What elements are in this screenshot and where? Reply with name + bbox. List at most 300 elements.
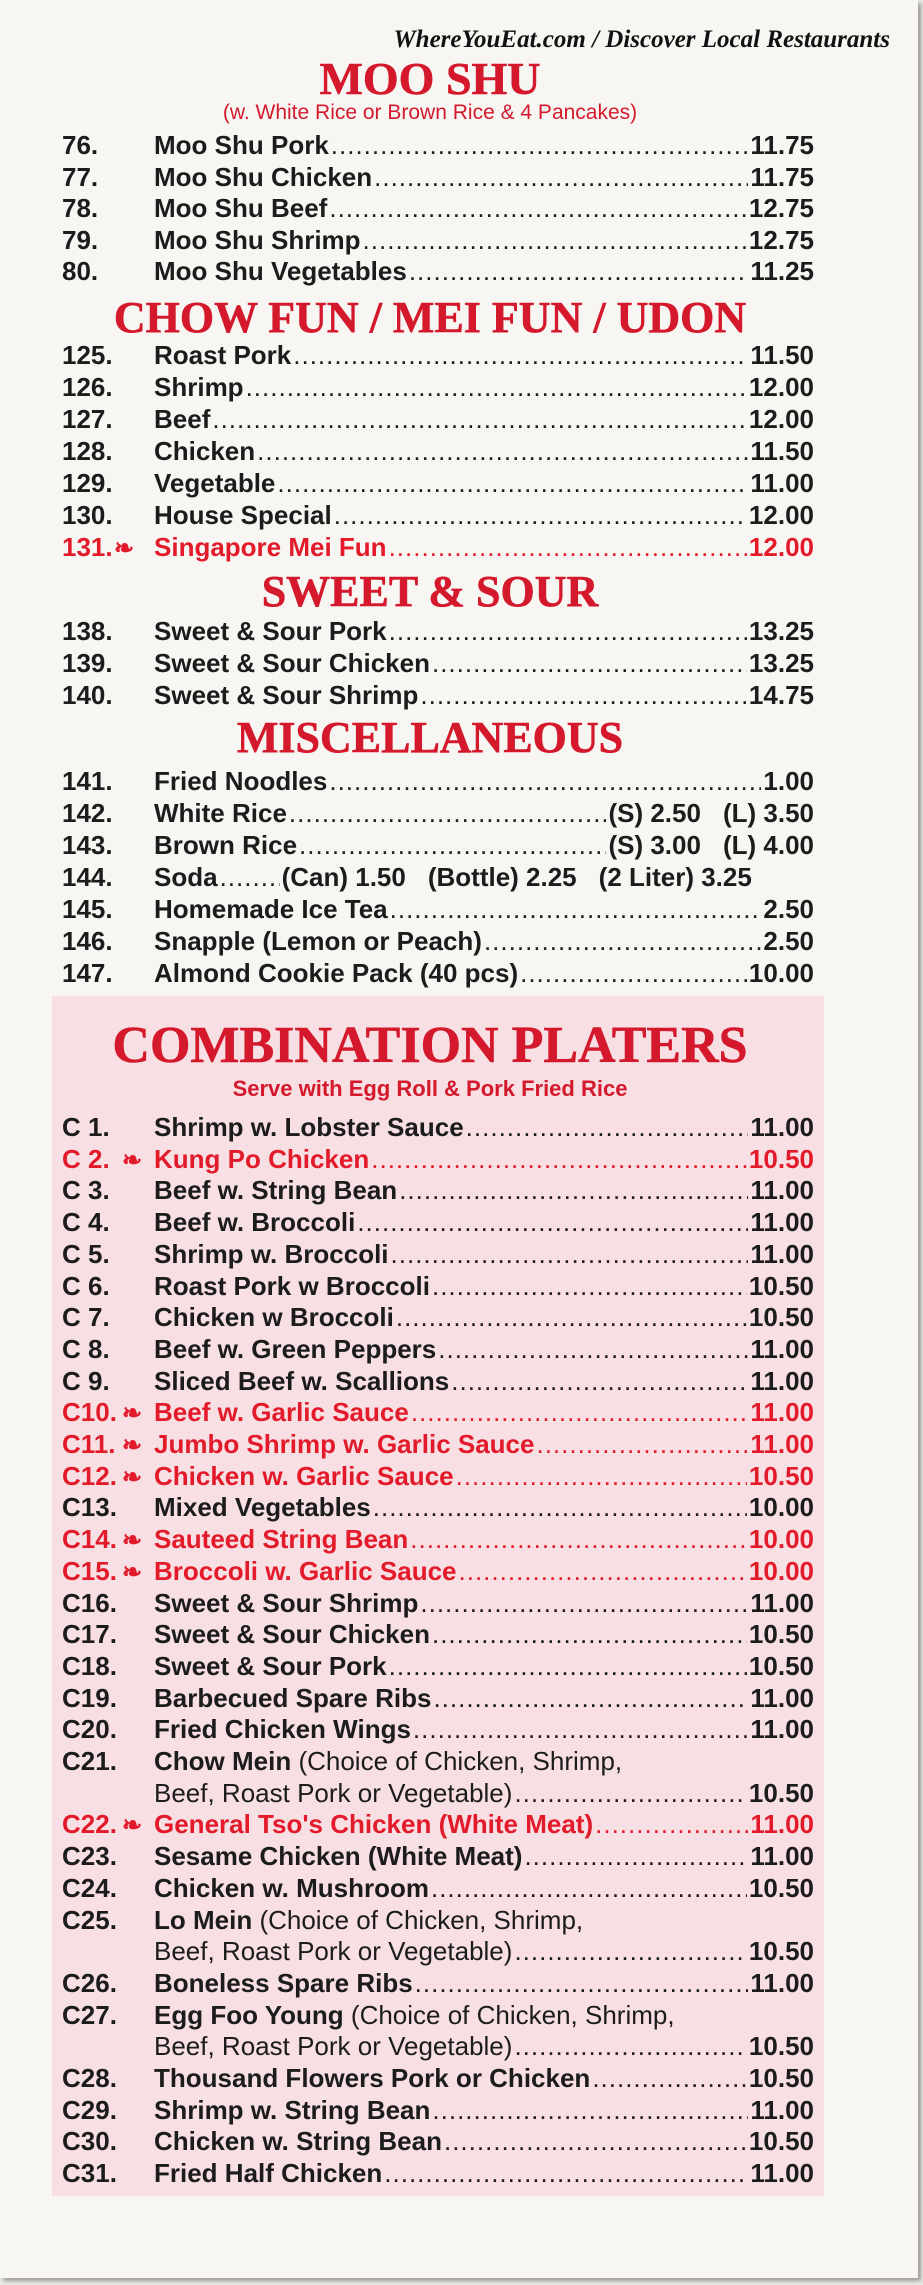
item-name-text: Chicken w Broccoli	[154, 1302, 394, 1333]
menu-item	[62, 193, 814, 225]
item-name	[154, 680, 418, 711]
item-price: 10.50	[748, 2126, 814, 2157]
item-price: 10.50	[748, 2031, 814, 2062]
item-name	[154, 1714, 411, 1745]
item-price: 11.75	[750, 130, 814, 160]
combo-item	[62, 1175, 814, 1207]
item-name-text: Beef w. String Bean	[154, 1175, 398, 1206]
item-name-text: General Tso's Chicken (White Meat)	[154, 1809, 594, 1840]
item-name	[154, 616, 387, 647]
item-name-text: Mixed Vegetables	[154, 1492, 371, 1523]
menu-item: 143. Brown Rice ..... (S) 3.00 (L) 4.00	[62, 830, 814, 862]
leader-dots	[524, 1841, 748, 1872]
menu-item: 142. White Rice ..... (S) 2.50 (L) 3.50	[62, 798, 814, 830]
item-name-text: Chicken w. Mushroom	[154, 1872, 429, 1903]
item-number: C 4.	[62, 1207, 110, 1238]
item-name	[154, 1239, 389, 1270]
item-price: 11.00	[750, 1967, 814, 1998]
item-number: C19.	[62, 1682, 117, 1713]
item-price: 11.00	[750, 1809, 814, 1840]
combo-item-continued	[62, 2031, 814, 2063]
combo-item-continued	[62, 1778, 814, 1810]
item-note-continued: Beef, Roast Pork or Vegetable)	[154, 1777, 513, 1808]
item-name-text: Sweet & Sour Shrimp	[154, 680, 419, 710]
item-name-text: Fried Half Chicken	[154, 2158, 383, 2189]
chili-pepper-icon: ❧	[122, 1432, 143, 1459]
leader-dots	[329, 193, 747, 224]
item-price: 11.00	[750, 1365, 814, 1396]
combo-item	[62, 1873, 814, 1905]
item-price: 10.50	[748, 1777, 814, 1808]
item-note-continued: Beef, Roast Pork or Vegetable)	[154, 2031, 513, 2062]
item-name	[154, 500, 332, 531]
leader-dots	[391, 1239, 749, 1270]
item-name-text: Broccoli w. Garlic Sauce	[154, 1555, 457, 1586]
combo-item	[62, 2126, 814, 2158]
leader-dots	[410, 1524, 747, 1555]
item-price: 10.50	[748, 1143, 814, 1174]
item-number: 78.	[62, 193, 99, 223]
item-name-text: Jumbo Shrimp w. Garlic Sauce	[154, 1429, 535, 1459]
item-name	[154, 1429, 534, 1460]
item-number: C23.	[62, 1841, 117, 1872]
combo-item	[62, 1239, 814, 1271]
leader-dots	[514, 2031, 746, 2062]
item-name-text: Sweet & Sour Chicken	[154, 648, 430, 678]
leader-dots	[373, 1492, 747, 1523]
item-name-text: Barbecued Spare Ribs	[154, 1682, 432, 1713]
item-price: 11.00	[750, 1175, 814, 1206]
item-price: 11.00	[750, 1682, 814, 1713]
leader-dots	[444, 2126, 747, 2157]
item-price: 10.50	[748, 2063, 814, 2093]
item-number: 126.	[62, 372, 113, 402]
leader-dots	[384, 2158, 748, 2189]
item-name	[154, 1271, 430, 1302]
leader-dots	[246, 372, 747, 403]
item-price: 11.75	[750, 161, 814, 192]
item-name-text: Egg Foo Young	[154, 1999, 344, 2030]
leader-dots	[420, 1588, 748, 1619]
item-number: C 7.	[62, 1302, 110, 1333]
item-number: 131.	[62, 532, 113, 562]
leader-dots	[363, 225, 747, 256]
item-number: C27.	[62, 1999, 117, 2030]
leader-dots	[432, 1619, 747, 1650]
combo-item	[62, 1651, 814, 1683]
combo-item	[62, 1492, 814, 1524]
item-name-text: Beef w. Broccoli	[154, 1207, 356, 1238]
combo-item	[62, 1302, 814, 1334]
section-title-combination: COMBINATION PLATERS	[112, 1017, 748, 1074]
item-name-text: Shrimp w. Broccoli	[154, 1238, 389, 1269]
item-name-text: Beef w. Garlic Sauce	[154, 1397, 409, 1428]
item-number: C 2.	[62, 1143, 110, 1174]
menu-item	[62, 404, 814, 436]
item-price: 10.00	[748, 1492, 814, 1523]
leader-dots	[389, 1651, 747, 1682]
item-number: C29.	[62, 2094, 117, 2125]
item-price: 14.75	[748, 680, 814, 710]
combo-item	[62, 1207, 814, 1239]
item-name	[154, 1175, 397, 1206]
item-name-text: Sliced Beef w. Scallions	[154, 1365, 450, 1396]
item-name-text: Shrimp w. Lobster Sauce	[154, 1112, 464, 1142]
item-name-text: Fried Chicken Wings	[154, 1714, 411, 1745]
item-number: 79.	[62, 224, 99, 255]
item-number: 139.	[62, 648, 113, 678]
section-title-sweet-sour: SWEET & SOUR	[261, 567, 599, 616]
item-price: 13.25	[748, 648, 814, 678]
item-number: 130.	[62, 500, 113, 530]
item-price: 10.50	[748, 1936, 814, 1967]
item-number: C 1.	[62, 1112, 110, 1142]
leader-dots	[293, 340, 748, 371]
item-number: 129.	[62, 468, 113, 498]
item-note: (Choice of Chicken, Shrimp,	[350, 1999, 675, 2030]
item-price: 13.25	[748, 616, 814, 646]
item-price: 12.00	[748, 372, 814, 402]
leader-dots	[592, 2063, 747, 2094]
leader-dots	[413, 1714, 748, 1745]
item-name	[154, 1144, 369, 1175]
combo-item	[62, 1144, 814, 1176]
item-price: 11.00	[750, 1333, 814, 1364]
item-name-text: Roast Pork w Broccoli	[154, 1270, 430, 1301]
item-note: (Choice of Chicken, Shrimp,	[259, 1904, 584, 1935]
item-name-text: Sweet & Sour Pork	[154, 1650, 387, 1681]
menu-item	[62, 532, 814, 564]
leader-dots	[331, 130, 749, 161]
item-name	[154, 372, 244, 403]
chili-pepper-icon: ❧	[122, 1400, 143, 1428]
item-price: 11.00	[750, 1112, 814, 1142]
item-price: 11.50	[750, 436, 814, 466]
item-price: 10.00	[748, 1555, 814, 1586]
leader-dots	[514, 1936, 746, 1967]
leader-dots	[431, 1873, 747, 1904]
item-price: 10.50	[748, 1650, 814, 1681]
item-name	[154, 1905, 583, 1936]
item-name	[154, 1746, 622, 1777]
item-name-text: Moo Shu Shrimp	[154, 224, 361, 255]
item-name	[154, 1619, 430, 1650]
item-price: 11.50	[750, 340, 814, 370]
item-price: 11.00	[750, 2158, 814, 2189]
item-name-text: House Special	[154, 500, 332, 530]
item-name-text: Sweet & Sour Shrimp	[154, 1587, 419, 1618]
leader-dots	[432, 648, 747, 679]
item-number: C25.	[62, 1904, 117, 1935]
site-watermark: WhereYouEat.com / Discover Local Restaurants	[393, 26, 890, 53]
combo-item	[62, 1809, 814, 1841]
item-number: 77.	[62, 161, 99, 192]
menu-item	[62, 372, 814, 404]
item-name-text: Sweet & Sour Pork	[154, 616, 387, 646]
item-number: C30.	[62, 2126, 117, 2157]
leader-dots	[536, 1429, 748, 1460]
item-name	[154, 1302, 394, 1333]
item-name	[154, 1873, 429, 1904]
item-name	[154, 1397, 409, 1428]
combo-item	[62, 1112, 814, 1144]
item-number: C31.	[62, 2158, 117, 2189]
leader-dots	[438, 1334, 748, 1365]
menu-item	[62, 340, 814, 372]
item-number: C20.	[62, 1714, 117, 1745]
combo-item-continued	[62, 1936, 814, 1968]
section-subtitle-moo-shu: (w. White Rice or Brown Rice & 4 Pancakes)	[222, 101, 638, 124]
leader-dots	[432, 1271, 747, 1302]
chili-pepper-icon: ❧	[122, 1463, 143, 1491]
item-number: 127.	[62, 404, 113, 434]
item-price: 10.50	[748, 1460, 814, 1491]
leader-dots	[415, 1968, 749, 1999]
combo-item	[62, 1588, 814, 1620]
chili-pepper-icon: ❧	[122, 1812, 143, 1840]
item-number: C28.	[62, 2063, 117, 2093]
item-name	[154, 1683, 431, 1714]
item-name-text: Boneless Spare Ribs	[154, 1967, 413, 1998]
item-price: 11.00	[750, 1841, 814, 1872]
item-price: 11.00	[750, 1429, 814, 1459]
item-number: C24.	[62, 1872, 117, 1903]
item-name	[154, 404, 210, 435]
combo-item	[62, 2000, 814, 2032]
item-number: C18.	[62, 1650, 117, 1681]
item-name-text: Moo Shu Pork	[154, 130, 329, 160]
leader-dots	[466, 1112, 749, 1143]
item-name-text: Roast Pork	[154, 340, 292, 370]
item-number: C 8.	[62, 1333, 110, 1364]
item-note-continued: Beef, Roast Pork or Vegetable)	[154, 1936, 513, 1967]
item-price: 11.00	[750, 1397, 814, 1428]
combo-item	[62, 1841, 814, 1873]
item-number: 138.	[62, 616, 113, 646]
item-price: 10.50	[748, 1872, 814, 1903]
item-number: C13.	[62, 1492, 117, 1523]
item-name	[154, 2000, 675, 2031]
item-name	[154, 340, 291, 371]
leader-dots	[595, 1809, 748, 1840]
item-name-text: Sweet & Sour Chicken	[154, 1619, 430, 1650]
item-price: 11.00	[750, 2094, 814, 2125]
item-name	[154, 1968, 413, 1999]
item-name	[154, 468, 275, 499]
item-price: 11.00	[750, 1207, 814, 1238]
menu-item	[62, 436, 814, 468]
item-name	[154, 1809, 593, 1840]
leader-dots	[433, 1683, 748, 1714]
item-number: C11.	[62, 1429, 116, 1459]
combo-item	[62, 1334, 814, 1366]
combo-item	[62, 2158, 814, 2190]
item-number: C16.	[62, 1587, 117, 1618]
item-number: 80.	[62, 256, 99, 286]
item-name-text: Moo Shu Beef	[154, 193, 328, 223]
item-number: C22.	[62, 1809, 117, 1840]
item-price: 10.50	[748, 1270, 814, 1301]
item-name-text: Shrimp	[154, 372, 244, 402]
leader-dots	[456, 1461, 747, 1492]
combo-item	[62, 1905, 814, 1937]
item-name	[154, 1524, 408, 1555]
item-price: 12.75	[748, 224, 814, 255]
item-number: C14.	[62, 1524, 117, 1555]
item-name	[154, 2158, 382, 2189]
combo-item	[62, 1461, 814, 1493]
item-name-text: Sesame Chicken (White Meat)	[154, 1841, 523, 1872]
item-name-text: Moo Shu Chicken	[154, 161, 373, 192]
leader-dots	[409, 256, 749, 287]
item-number: C10.	[62, 1397, 117, 1428]
leader-dots	[514, 1778, 746, 1809]
chili-pepper-icon: ❧	[122, 1558, 143, 1586]
item-price: 12.75	[748, 193, 814, 223]
item-name-text: Singapore Mei Fun	[154, 532, 387, 562]
item-name-text: Lo Mein	[154, 1904, 253, 1935]
item-price: 11.00	[750, 1714, 814, 1745]
item-price: 11.00	[750, 468, 814, 498]
item-number: 125.	[62, 340, 113, 370]
item-name	[154, 1112, 464, 1143]
combo-item	[62, 1746, 814, 1778]
item-name-text: Beef	[154, 404, 211, 434]
leader-dots	[212, 404, 747, 435]
menu-item	[62, 256, 814, 288]
combo-item	[62, 1968, 814, 2000]
combo-item	[62, 1714, 814, 1746]
leader-dots	[432, 2095, 748, 2126]
item-name	[154, 1461, 454, 1492]
item-name	[154, 436, 255, 467]
menu-item: 146. Snapple (Lemon or Peach) ..... 2.50	[62, 926, 814, 958]
item-name	[154, 532, 387, 563]
item-number: C15.	[62, 1555, 117, 1586]
item-name	[154, 2095, 430, 2126]
leader-dots	[399, 1175, 748, 1206]
menu-item	[62, 130, 814, 162]
menu-item	[62, 468, 814, 500]
chili-pepper-icon: ❧	[114, 535, 135, 562]
leader-dots	[374, 162, 748, 193]
item-name	[154, 162, 372, 193]
item-note: (Choice of Chicken, Shrimp,	[298, 1746, 623, 1776]
item-number: C21.	[62, 1746, 117, 1776]
item-name	[154, 1556, 457, 1587]
item-name	[154, 130, 329, 161]
leader-dots	[389, 616, 747, 647]
item-name	[154, 648, 430, 679]
leader-dots	[411, 1397, 749, 1428]
item-name-text: Beef w. Green Peppers	[154, 1333, 437, 1364]
item-name	[154, 256, 407, 287]
combo-item	[62, 1556, 814, 1588]
menu-item	[62, 616, 814, 648]
item-price: 10.50	[748, 1302, 814, 1333]
menu-item: 145. Homemade Ice Tea ..... 2.50	[62, 894, 814, 926]
item-name	[154, 193, 327, 224]
menu-item	[62, 680, 814, 712]
item-number: C 6.	[62, 1270, 110, 1301]
item-price: 11.00	[750, 1238, 814, 1269]
combo-item	[62, 1524, 814, 1556]
leader-dots	[357, 1207, 748, 1238]
leader-dots	[459, 1556, 747, 1587]
chili-pepper-icon: ❧	[122, 1146, 143, 1174]
item-name-text: Chicken w. String Bean	[154, 2126, 442, 2157]
menu-item: 147. Almond Cookie Pack (40 pcs) ..... 10.00	[62, 958, 814, 990]
combo-item	[62, 1619, 814, 1651]
item-number: C 5.	[62, 1238, 110, 1269]
leader-dots	[277, 468, 748, 499]
item-price: 10.50	[748, 1619, 814, 1650]
item-number: 140.	[62, 680, 113, 710]
item-name-text: Chow Mein	[154, 1746, 292, 1776]
menu-item: 141. Fried Noodles ..... 1.00	[62, 766, 814, 798]
item-name	[154, 1492, 371, 1523]
section-title-chow-fun: CHOW FUN / MEI FUN / UDON	[113, 293, 747, 342]
item-name	[154, 225, 361, 256]
item-name	[154, 2063, 590, 2094]
item-price: 12.00	[748, 404, 814, 434]
leader-dots	[420, 680, 747, 711]
item-name-text: Chicken	[154, 436, 256, 466]
item-number: C 3.	[62, 1175, 110, 1206]
combo-item	[62, 1397, 814, 1429]
leader-dots	[396, 1302, 747, 1333]
combo-item	[62, 2063, 814, 2095]
item-price: 10.00	[748, 1524, 814, 1555]
leader-dots	[389, 532, 747, 563]
combo-item	[62, 1683, 814, 1715]
item-number: 128.	[62, 436, 113, 466]
combo-item	[62, 1271, 814, 1303]
item-number: C17.	[62, 1619, 117, 1650]
chili-pepper-icon: ❧	[122, 1527, 143, 1555]
item-name-text: Moo Shu Vegetables	[154, 256, 407, 286]
menu-item	[62, 162, 814, 194]
combo-item	[62, 1429, 814, 1461]
item-price: 11.25	[750, 256, 814, 286]
item-name	[154, 1207, 355, 1238]
item-name-text: Kung Po Chicken	[154, 1143, 370, 1174]
item-name-text: Sauteed String Bean	[154, 1524, 409, 1555]
section-title-miscellaneous: MISCELLANEOUS	[236, 713, 624, 762]
item-name	[154, 1651, 387, 1682]
item-number: C26.	[62, 1967, 117, 1998]
leader-dots	[334, 500, 747, 531]
item-name-text: Thousand Flowers Pork or Chicken	[154, 2063, 591, 2093]
menu-item	[62, 648, 814, 680]
section-title-moo-shu: MOO SHU	[319, 53, 541, 104]
item-price: 12.00	[748, 532, 814, 562]
leader-dots	[257, 436, 748, 467]
item-name-text: Shrimp w. String Bean	[154, 2094, 431, 2125]
item-number: C12.	[62, 1460, 117, 1491]
combo-item	[62, 2095, 814, 2127]
item-price: 12.00	[748, 500, 814, 530]
menu-item: 144. Soda ..... (Can) 1.50 (Bottle) 2.25 (2 Liter) 3.25	[62, 862, 814, 894]
item-name	[154, 1366, 449, 1397]
item-name	[154, 1334, 436, 1365]
item-number: 76.	[62, 130, 99, 160]
menu-item	[62, 225, 814, 257]
section-subtitle-combination: Serve with Egg Roll & Pork Fried Rice	[232, 1076, 628, 1101]
combo-item	[62, 1366, 814, 1398]
item-name	[154, 1841, 522, 1872]
leader-dots	[371, 1144, 747, 1175]
